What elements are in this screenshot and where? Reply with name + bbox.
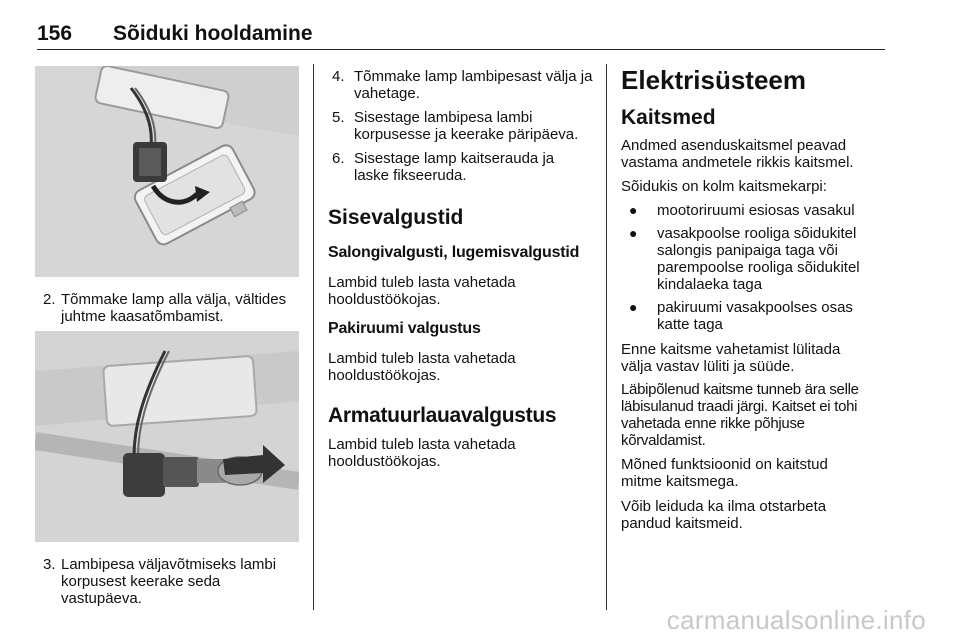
heading-salongivalgusti: Salongivalgusti, lugemisvalgustid xyxy=(328,244,580,261)
heading-elektrisusteem: Elektrisüsteem xyxy=(621,65,806,95)
step-text: Sisestage lamp kaitserauda ja laske fikseeruda. xyxy=(354,150,555,184)
column-divider xyxy=(313,64,314,610)
step-text: Tõmmake lamp lambipesast välja ja vahetage. xyxy=(354,68,593,102)
step-number: 6. xyxy=(332,150,345,167)
chapter-title: Sõiduki hooldamine xyxy=(113,22,313,45)
header-rule xyxy=(37,49,885,50)
paragraph: Enne kaitsme vahetamist lülitada välja vastav lüliti ja süüde. xyxy=(621,341,841,375)
step-3 xyxy=(35,556,301,612)
lamp-removal-illustration xyxy=(35,66,299,277)
heading-pakiruumi-valgustus: Pakiruumi valgustus xyxy=(328,320,481,337)
step-text: Tõmmake lamp alla välja, vältides juhtme kaasatõmbamist. xyxy=(61,291,287,325)
step-text: Lambipesa väljavõtmiseks lambi korpusest keerake seda vastupäeva. xyxy=(61,556,277,607)
paragraph: Sõidukis on kolm kaitsmekarpi: xyxy=(621,178,827,195)
text-armatuurlauavalgustus: Lambid tuleb lasta vahetada hooldustöökojas. xyxy=(328,436,516,470)
paragraph: Võib leiduda ka ilma otstarbeta pandud kaitsmeid. xyxy=(621,498,827,532)
bullet-icon: ● xyxy=(629,299,638,315)
step-6 xyxy=(332,150,598,184)
step-number: 2. xyxy=(43,291,56,308)
paragraph: Andmed asenduskaitsmel peavad vastama andmetele rikkis kaitsmel. xyxy=(621,137,854,171)
heading-kaitsmed: Kaitsmed xyxy=(621,106,716,129)
page-header xyxy=(37,22,885,50)
text-salongivalgusti: Lambid tuleb lasta vahetada hooldustöökojas. xyxy=(328,274,516,308)
bulb-removal-illustration xyxy=(35,331,299,542)
step-text: Sisestage lambipesa lambi korpusesse ja keerake päripäeva. xyxy=(354,109,579,143)
heading-armatuurlauavalgustus: Armatuurlauavalgustus xyxy=(328,404,557,427)
paragraph: Mõned funktsioonid on kaitstud mitme kaitsmega. xyxy=(621,456,828,490)
bullet-icon: ● xyxy=(629,225,638,241)
step-number: 5. xyxy=(332,109,345,126)
list-item: ● pakiruumi vasakpoolses osas katte taga xyxy=(629,299,853,333)
list-item: ● mootoriruumi esiosas vasakul xyxy=(629,202,855,219)
watermark: carmanualsonline.info xyxy=(666,605,926,635)
heading-sisevalgustid: Sisevalgustid xyxy=(328,206,464,229)
bullet-icon: ● xyxy=(629,202,638,218)
step-5 xyxy=(332,109,598,143)
step-2 xyxy=(35,291,301,331)
step-number: 3. xyxy=(43,556,56,573)
paragraph: Läbipõlenud kaitsme tunneb ära selle läbisulanud traadi järgi. Kaitset ei tohi vahetada enne rikke põhjuse kõrvaldamist. xyxy=(621,381,859,449)
step-number: 4. xyxy=(332,68,345,85)
figure-lamp-removal xyxy=(35,66,299,277)
step-4 xyxy=(332,68,598,102)
text-pakiruumi-valgustus: Lambid tuleb lasta vahetada hooldustöökojas. xyxy=(328,350,516,384)
figure-bulb-removal xyxy=(35,331,299,542)
column-divider xyxy=(606,64,607,610)
list-item: ● vasakpoolse rooliga sõidukitel salongis panipaiga taga või parempoolse rooliga sõidukitel kindalaeka taga xyxy=(629,225,860,293)
page-number: 156 xyxy=(37,22,73,45)
